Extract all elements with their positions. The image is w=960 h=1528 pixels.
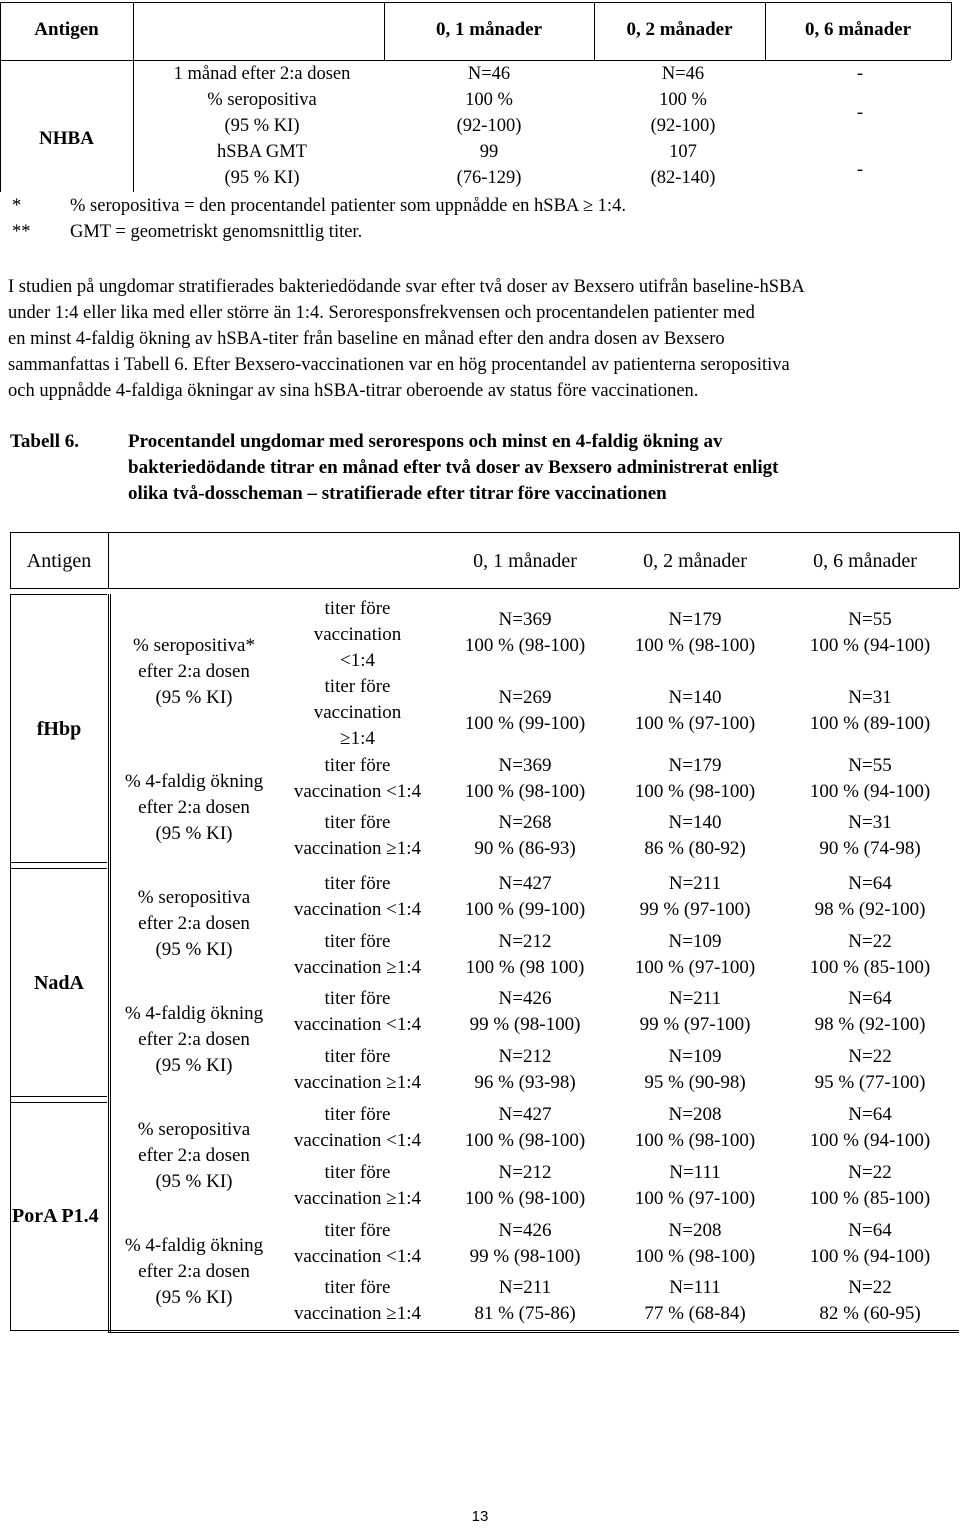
value-pct: 99 % (97-100)	[639, 899, 751, 920]
value-n: N=64	[848, 873, 892, 894]
titer-label: vaccination ≥1:4	[293, 1303, 422, 1324]
measure-label: % seropositiva	[137, 887, 251, 908]
value-pct: 100 % (97-100)	[634, 957, 756, 978]
titer-label: vaccination <1:4	[293, 1014, 422, 1035]
value-pct: 96 % (93-98)	[474, 1072, 576, 1093]
value-n: N=369	[498, 755, 552, 776]
caption-line: Procentandel ungdomar med serorespons och minst en 4-faldig ökning av	[128, 431, 723, 452]
titer-label: vaccination ≥1:4	[293, 838, 422, 859]
t1-row3-v1b: (76-129)	[456, 168, 522, 188]
value-n: N=22	[848, 931, 892, 952]
t1-row2-label2: (95 % KI)	[224, 116, 300, 136]
value-pct: 100 % (98-100)	[634, 1246, 756, 1267]
titer-label: <1:4	[340, 650, 375, 671]
titer-label: ≥1:4	[340, 728, 375, 749]
titer-label: titer före	[324, 1277, 391, 1298]
value-n: N=427	[498, 1104, 552, 1125]
measure-label: % 4-faldig ökning	[124, 1003, 264, 1024]
t1-row3-v1a: 99	[479, 142, 499, 162]
titer-label: vaccination ≥1:4	[293, 957, 422, 978]
measure-label: (95 % KI)	[155, 823, 233, 844]
value-n: N=426	[498, 1220, 552, 1241]
caption-line: olika två-dosscheman – stratifierade efter titrar före vaccinationen	[128, 483, 667, 504]
titer-label: titer före	[324, 755, 391, 776]
titer-label: vaccination ≥1:4	[293, 1188, 422, 1209]
value-pct: 99 % (97-100)	[639, 1014, 751, 1035]
value-n: N=269	[498, 687, 552, 708]
value-n: N=64	[848, 1104, 892, 1125]
value-n: N=140	[668, 687, 722, 708]
value-n: N=427	[498, 873, 552, 894]
measure-label: % seropositiva	[137, 1119, 251, 1140]
paragraph-line: sammanfattas i Tabell 6. Efter Bexsero-vaccinationen var en hög procentandel av patienterna seropositiva	[8, 355, 790, 375]
body-paragraph	[8, 274, 948, 404]
value-pct: 100 % (98-100)	[634, 635, 756, 656]
value-pct: 100 % (94-100)	[809, 635, 931, 656]
measure-label: (95 % KI)	[155, 939, 233, 960]
titer-label: titer före	[324, 1162, 391, 1183]
value-pct: 100 % (94-100)	[809, 781, 931, 802]
value-pct: 100 % (94-100)	[809, 1130, 931, 1151]
antigen-label: PorA P1.4	[12, 1205, 99, 1227]
value-pct: 100 % (98-100)	[464, 1188, 586, 1209]
paragraph-line: en minst 4-faldig ökning av hSBA-titer från baseline en månad efter den andra dosen av Bexsero	[8, 329, 725, 349]
value-n: N=179	[668, 609, 722, 630]
value-n: N=22	[848, 1162, 892, 1183]
value-n: N=55	[848, 609, 892, 630]
value-n: N=211	[668, 873, 722, 894]
t1-row1-v1: N=46	[467, 64, 511, 84]
value-pct: 100 % (97-100)	[634, 1188, 756, 1209]
value-pct: 90 % (86-93)	[474, 838, 576, 859]
titer-label: titer före	[324, 676, 391, 697]
value-n: N=109	[668, 931, 722, 952]
footnote-2-mark: **	[12, 222, 31, 242]
titer-label: titer före	[324, 1104, 391, 1125]
t1-antigen-nhba: NHBA	[39, 128, 94, 149]
value-pct: 100 % (94-100)	[809, 1246, 931, 1267]
measure-label: % 4-faldig ökning	[124, 1235, 264, 1256]
titer-label: titer före	[324, 1046, 391, 1067]
value-n: N=179	[668, 755, 722, 776]
t1-header-antigen: Antigen	[34, 19, 99, 40]
value-pct: 95 % (90-98)	[644, 1072, 746, 1093]
measure-label: efter 2:a dosen	[138, 661, 250, 682]
value-n: N=212	[498, 1046, 552, 1067]
measure-label: efter 2:a dosen	[138, 1261, 250, 1282]
value-n: N=31	[848, 812, 892, 833]
t1-row2-v3: -	[856, 103, 864, 123]
value-pct: 100 % (99-100)	[464, 713, 586, 734]
measure-label: (95 % KI)	[155, 1287, 233, 1308]
t1-row1-v3: -	[856, 64, 864, 84]
measure-label: % seropositiva*	[133, 635, 255, 656]
value-pct: 100 % (85-100)	[809, 957, 931, 978]
footnote-1-text: % seropositiva = den procentandel patienter som uppnådde en hSBA ≥ 1:4.	[70, 196, 626, 216]
value-pct: 98 % (92-100)	[814, 1014, 926, 1035]
value-pct: 100 % (98-100)	[464, 781, 586, 802]
measure-label: efter 2:a dosen	[138, 1029, 250, 1050]
t2-header-col3: 0, 6 månader	[813, 550, 917, 572]
t1-row3-label2: (95 % KI)	[224, 168, 300, 188]
paragraph-line: I studien på ungdomar stratifierades bakteriedödande svar efter två doser av Bexsero utifrån baseline-hSBA	[8, 277, 805, 297]
t2-header-antigen: Antigen	[26, 550, 92, 572]
value-pct: 99 % (98-100)	[469, 1246, 581, 1267]
antigen-label: NadA	[33, 972, 84, 994]
value-n: N=31	[848, 687, 892, 708]
measure-label: (95 % KI)	[155, 687, 233, 708]
titer-label: titer före	[324, 873, 391, 894]
measure-label: efter 2:a dosen	[138, 913, 250, 934]
t2-header-col2: 0, 2 månader	[643, 550, 747, 572]
titer-label: vaccination <1:4	[293, 1130, 422, 1151]
caption-label: Tabell 6.	[10, 431, 79, 452]
titer-label: vaccination <1:4	[293, 1246, 422, 1267]
value-n: N=111	[669, 1277, 721, 1298]
antigen-label: fHbp	[36, 718, 82, 740]
value-pct: 86 % (80-92)	[644, 838, 746, 859]
value-pct: 98 % (92-100)	[814, 899, 926, 920]
titer-label: titer före	[324, 1220, 391, 1241]
value-pct: 100 % (98-100)	[464, 635, 586, 656]
t1-row3-label1: hSBA GMT	[217, 142, 307, 162]
titer-label: titer före	[324, 931, 391, 952]
value-pct: 77 % (68-84)	[644, 1303, 746, 1324]
value-n: N=22	[848, 1046, 892, 1067]
t1-header-col2: 0, 2 månader	[626, 19, 733, 40]
footnote-1-mark: *	[12, 196, 22, 216]
paragraph-line: under 1:4 eller lika med eller större än 1:4. Seroresponsfrekvensen och procentandelen patienter med	[8, 303, 755, 323]
value-pct: 100 % (85-100)	[809, 1188, 931, 1209]
t1-row1-v2: N=46	[661, 64, 705, 84]
t1-row1-label: 1 månad efter 2:a dosen	[173, 64, 351, 84]
value-pct: 100 % (97-100)	[634, 713, 756, 734]
value-n: N=55	[848, 755, 892, 776]
footnote-2-text: GMT = geometriskt genomsnittlig titer.	[70, 222, 363, 242]
t1-row2-v1a: 100 %	[465, 90, 513, 110]
t1-header-col3: 0, 6 månader	[804, 19, 912, 40]
value-n: N=64	[848, 988, 892, 1009]
value-n: N=22	[848, 1277, 892, 1298]
measure-label: efter 2:a dosen	[138, 797, 250, 818]
value-pct: 99 % (98-100)	[469, 1014, 581, 1035]
page-number: 13	[471, 1508, 489, 1525]
value-n: N=208	[668, 1220, 722, 1241]
t1-header-col1: 0, 1 månader	[435, 19, 543, 40]
value-n: N=268	[498, 812, 552, 833]
value-n: N=212	[498, 931, 552, 952]
t1-row2-v2b: (92-100)	[650, 116, 716, 136]
value-pct: 95 % (77-100)	[814, 1072, 926, 1093]
value-n: N=64	[848, 1220, 892, 1241]
value-n: N=208	[668, 1104, 722, 1125]
titer-label: vaccination ≥1:4	[293, 1072, 422, 1093]
t1-row2-label1: % seropositiva	[207, 90, 317, 110]
value-n: N=211	[668, 988, 722, 1009]
measure-label: efter 2:a dosen	[138, 1145, 250, 1166]
value-pct: 82 % (60-95)	[819, 1303, 921, 1324]
value-n: N=212	[498, 1162, 552, 1183]
value-pct: 100 % (98-100)	[634, 1130, 756, 1151]
measure-label: (95 % KI)	[155, 1171, 233, 1192]
t2-header-col1: 0, 1 månader	[473, 550, 577, 572]
titer-label: vaccination	[313, 702, 402, 723]
value-n: N=426	[498, 988, 552, 1009]
value-pct: 100 % (98-100)	[634, 781, 756, 802]
t1-row3-v3: -	[856, 160, 864, 180]
value-n: N=369	[498, 609, 552, 630]
t1-row3-v2a: 107	[669, 142, 697, 162]
t1-row3-v2b: (82-140)	[650, 168, 716, 188]
paragraph-line: och uppnådde 4-faldiga ökningar av sina hSBA-titrar oberoende av status före vaccinationen.	[8, 381, 699, 401]
titer-label: titer före	[324, 988, 391, 1009]
titer-label: vaccination	[313, 624, 402, 645]
titer-label: vaccination <1:4	[293, 781, 422, 802]
value-n: N=211	[498, 1277, 552, 1298]
titer-label: titer före	[324, 598, 391, 619]
value-pct: 100 % (89-100)	[809, 713, 931, 734]
titer-label: titer före	[324, 812, 391, 833]
caption-line: bakteriedödande titrar en månad efter två doser av Bexsero administrerat enligt	[128, 457, 779, 478]
t1-row2-v2a: 100 %	[659, 90, 707, 110]
value-n: N=109	[668, 1046, 722, 1067]
value-pct: 81 % (75-86)	[474, 1303, 576, 1324]
value-pct: 100 % (98-100)	[464, 1130, 586, 1151]
t1-row2-v1b: (92-100)	[456, 116, 522, 136]
titer-label: vaccination <1:4	[293, 899, 422, 920]
measure-label: % 4-faldig ökning	[124, 771, 264, 792]
value-pct: 100 % (99-100)	[464, 899, 586, 920]
value-pct: 90 % (74-98)	[819, 838, 921, 859]
value-n: N=140	[668, 812, 722, 833]
measure-label: (95 % KI)	[155, 1055, 233, 1076]
value-pct: 100 % (98 100)	[465, 957, 585, 978]
value-n: N=111	[669, 1162, 721, 1183]
